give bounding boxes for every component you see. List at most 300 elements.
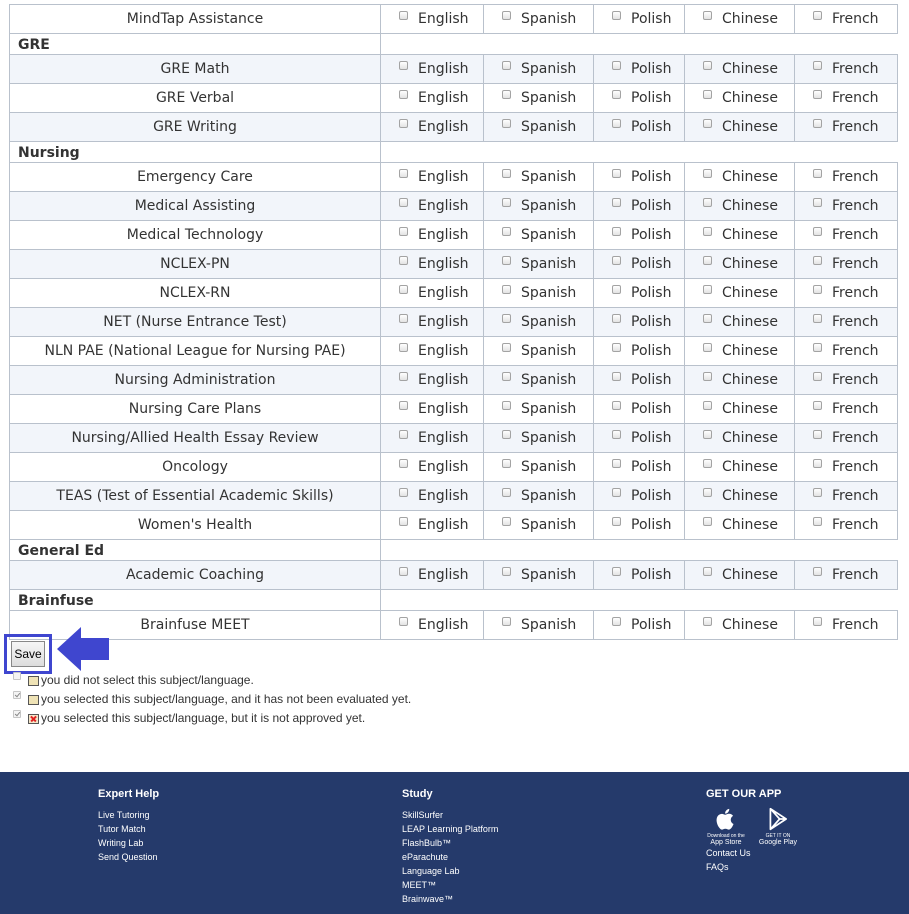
language-cell — [381, 163, 484, 192]
language-label: Chinese — [722, 227, 778, 243]
language-checkbox[interactable] — [612, 567, 621, 576]
language-checkbox[interactable] — [399, 119, 408, 128]
language-cell — [795, 5, 898, 34]
language-checkbox[interactable] — [399, 11, 408, 20]
language-label: Spanish — [521, 11, 577, 27]
language-label: Chinese — [722, 430, 778, 446]
language-label: Polish — [631, 11, 672, 27]
language-checkbox[interactable] — [612, 119, 621, 128]
subject-label: NLN PAE (National League for Nursing PAE) — [10, 337, 381, 366]
subject-row — [10, 611, 898, 640]
language-checkbox[interactable] — [502, 488, 511, 497]
language-cell — [795, 84, 898, 113]
subject-row — [10, 561, 898, 590]
language-checkbox[interactable] — [502, 11, 511, 20]
language-cell — [381, 308, 484, 337]
save-button[interactable]: Save — [11, 641, 45, 667]
subject-row — [10, 308, 898, 337]
language-cell — [685, 5, 795, 34]
subject-label: Nursing/Allied Health Essay Review — [10, 424, 381, 453]
language-checkbox[interactable] — [813, 567, 822, 576]
language-checkbox[interactable] — [502, 430, 511, 439]
language-label: Spanish — [521, 314, 577, 330]
language-checkbox[interactable] — [612, 617, 621, 626]
language-checkbox[interactable] — [502, 61, 511, 70]
language-label: English — [418, 198, 469, 214]
language-checkbox[interactable] — [502, 227, 511, 236]
language-label: Chinese — [722, 488, 778, 504]
language-checkbox[interactable] — [813, 227, 822, 236]
pending-swatch-icon — [28, 676, 39, 686]
category-spacer — [381, 540, 898, 561]
language-checkbox[interactable] — [399, 617, 408, 626]
language-label: Polish — [631, 343, 672, 359]
language-cell — [795, 308, 898, 337]
language-checkbox[interactable] — [399, 567, 408, 576]
subject-row — [10, 192, 898, 221]
footer-link[interactable]: Writing Lab — [98, 838, 144, 848]
language-cell — [795, 221, 898, 250]
language-label: English — [418, 459, 469, 475]
language-cell — [381, 482, 484, 511]
language-cell — [594, 561, 685, 590]
language-checkbox[interactable] — [703, 285, 712, 294]
subject-row — [10, 511, 898, 540]
language-label: French — [832, 459, 879, 475]
language-checkbox[interactable] — [703, 119, 712, 128]
language-cell — [594, 395, 685, 424]
legend-checkbox — [13, 710, 21, 718]
language-checkbox[interactable] — [813, 401, 822, 410]
language-label: English — [418, 343, 469, 359]
language-label: English — [418, 285, 469, 301]
subject-label: Nursing Administration — [10, 366, 381, 395]
language-label: Chinese — [722, 617, 778, 633]
language-cell — [594, 511, 685, 540]
language-checkbox[interactable] — [813, 285, 822, 294]
subject-label: Oncology — [10, 453, 381, 482]
footer-link[interactable]: SkillSurfer — [402, 810, 444, 820]
subject-row — [10, 424, 898, 453]
language-label: Chinese — [722, 198, 778, 214]
subject-row — [10, 163, 898, 192]
legend-item — [13, 708, 411, 727]
language-checkbox[interactable] — [703, 430, 712, 439]
language-checkbox[interactable] — [813, 198, 822, 207]
subject-label: Emergency Care — [10, 163, 381, 192]
language-checkbox[interactable] — [703, 459, 712, 468]
status-legend — [13, 670, 411, 727]
language-cell — [484, 395, 594, 424]
language-cell — [685, 611, 795, 640]
language-checkbox[interactable] — [399, 372, 408, 381]
language-checkbox[interactable] — [612, 459, 621, 468]
language-label: Chinese — [722, 61, 778, 77]
language-label: Chinese — [722, 90, 778, 106]
category-header — [10, 540, 898, 561]
language-label: French — [832, 169, 879, 185]
footer-heading: Study — [402, 788, 433, 800]
language-checkbox[interactable] — [612, 227, 621, 236]
language-checkbox[interactable] — [502, 198, 511, 207]
language-cell — [484, 511, 594, 540]
language-cell — [381, 113, 484, 142]
language-label: Chinese — [722, 119, 778, 135]
language-checkbox[interactable] — [502, 372, 511, 381]
language-label: Spanish — [521, 401, 577, 417]
language-checkbox[interactable] — [813, 119, 822, 128]
language-checkbox[interactable] — [813, 61, 822, 70]
subject-label: TEAS (Test of Essential Academic Skills) — [10, 482, 381, 511]
language-cell — [685, 221, 795, 250]
save-button-highlight — [4, 634, 52, 674]
language-cell — [594, 163, 685, 192]
subject-row — [10, 279, 898, 308]
footer-link[interactable]: Language Lab — [402, 866, 460, 876]
language-cell — [381, 424, 484, 453]
language-checkbox[interactable] — [502, 256, 511, 265]
app-badges — [706, 806, 798, 846]
language-checkbox[interactable] — [399, 488, 408, 497]
subject-label: GRE Writing — [10, 113, 381, 142]
language-checkbox[interactable] — [399, 401, 408, 410]
language-label: French — [832, 314, 879, 330]
language-checkbox[interactable] — [399, 198, 408, 207]
language-checkbox[interactable] — [502, 90, 511, 99]
subject-row — [10, 482, 898, 511]
language-label: French — [832, 343, 879, 359]
footer-link[interactable]: Brainwave™ — [402, 894, 454, 904]
language-cell — [484, 561, 594, 590]
language-label: Spanish — [521, 372, 577, 388]
language-label: Polish — [631, 488, 672, 504]
language-checkbox[interactable] — [813, 488, 822, 497]
footer-link[interactable]: eParachute — [402, 852, 449, 862]
language-checkbox[interactable] — [502, 617, 511, 626]
language-label: Spanish — [521, 90, 577, 106]
footer-link[interactable]: Live Tutoring — [98, 810, 150, 820]
language-cell — [381, 366, 484, 395]
language-cell — [594, 308, 685, 337]
language-checkbox[interactable] — [612, 343, 621, 352]
language-checkbox[interactable] — [703, 372, 712, 381]
language-checkbox[interactable] — [703, 343, 712, 352]
language-cell — [685, 561, 795, 590]
language-label: Polish — [631, 617, 672, 633]
language-label: English — [418, 169, 469, 185]
language-cell — [685, 250, 795, 279]
footer-link[interactable]: FlashBulb™ — [402, 838, 452, 848]
language-checkbox[interactable] — [813, 11, 822, 20]
language-checkbox[interactable] — [399, 314, 408, 323]
language-checkbox[interactable] — [612, 11, 621, 20]
language-cell — [685, 511, 795, 540]
language-checkbox[interactable] — [612, 285, 621, 294]
language-checkbox[interactable] — [502, 119, 511, 128]
language-checkbox[interactable] — [612, 401, 621, 410]
language-cell — [594, 279, 685, 308]
language-checkbox[interactable] — [813, 430, 822, 439]
language-cell — [594, 250, 685, 279]
language-checkbox[interactable] — [813, 256, 822, 265]
language-label: Polish — [631, 401, 672, 417]
legend-item — [13, 689, 411, 708]
language-checkbox[interactable] — [399, 343, 408, 352]
language-cell — [381, 611, 484, 640]
legend-text: you did not select this subject/language. — [41, 672, 254, 687]
language-checkbox[interactable] — [703, 227, 712, 236]
language-checkbox[interactable] — [813, 343, 822, 352]
language-label: French — [832, 119, 879, 135]
language-checkbox[interactable] — [813, 372, 822, 381]
language-checkbox[interactable] — [399, 256, 408, 265]
pending-swatch-icon — [28, 695, 39, 705]
subject-label: MindTap Assistance — [10, 5, 381, 34]
category-header — [10, 142, 898, 163]
language-checkbox[interactable] — [399, 61, 408, 70]
language-checkbox[interactable] — [399, 517, 408, 526]
language-checkbox[interactable] — [813, 517, 822, 526]
language-checkbox[interactable] — [399, 90, 408, 99]
language-cell — [484, 424, 594, 453]
language-label: Polish — [631, 372, 672, 388]
language-checkbox[interactable] — [612, 488, 621, 497]
language-cell — [795, 453, 898, 482]
language-cell — [594, 453, 685, 482]
language-checkbox[interactable] — [703, 517, 712, 526]
expert-help-links — [98, 808, 159, 864]
subject-row — [10, 113, 898, 142]
language-checkbox[interactable] — [502, 517, 511, 526]
footer-get-app — [706, 788, 798, 874]
language-checkbox[interactable] — [502, 401, 511, 410]
language-label: Chinese — [722, 169, 778, 185]
language-label: English — [418, 61, 469, 77]
subject-row — [10, 453, 898, 482]
language-checkbox[interactable] — [612, 61, 621, 70]
language-cell — [795, 424, 898, 453]
legend-checkbox — [13, 691, 21, 699]
language-checkbox[interactable] — [612, 314, 621, 323]
subject-row — [10, 337, 898, 366]
language-checkbox[interactable] — [813, 314, 822, 323]
language-cell — [484, 84, 594, 113]
language-label: Polish — [631, 227, 672, 243]
subject-label: Brainfuse MEET — [10, 611, 381, 640]
language-label: Spanish — [521, 567, 577, 583]
language-checkbox[interactable] — [703, 314, 712, 323]
language-checkbox[interactable] — [813, 169, 822, 178]
language-cell — [484, 163, 594, 192]
language-cell — [484, 55, 594, 84]
footer-link[interactable]: Send Question — [98, 852, 158, 862]
language-label: French — [832, 372, 879, 388]
language-label: Chinese — [722, 285, 778, 301]
language-cell — [795, 482, 898, 511]
category-label: General Ed — [10, 540, 381, 561]
language-checkbox[interactable] — [703, 198, 712, 207]
language-checkbox[interactable] — [703, 488, 712, 497]
language-label: English — [418, 430, 469, 446]
app-store-badge[interactable] — [706, 806, 746, 847]
language-label: Spanish — [521, 61, 577, 77]
language-cell — [381, 221, 484, 250]
subject-label: Medical Technology — [10, 221, 381, 250]
language-label: Polish — [631, 430, 672, 446]
language-checkbox[interactable] — [813, 617, 822, 626]
language-label: Spanish — [521, 285, 577, 301]
language-label: French — [832, 285, 879, 301]
category-label: GRE — [10, 34, 381, 55]
language-checkbox[interactable] — [612, 198, 621, 207]
language-label: English — [418, 567, 469, 583]
language-cell — [685, 113, 795, 142]
language-cell — [594, 611, 685, 640]
subject-label: Academic Coaching — [10, 561, 381, 590]
language-label: Spanish — [521, 430, 577, 446]
language-label: Polish — [631, 61, 672, 77]
language-cell — [795, 192, 898, 221]
language-cell — [594, 337, 685, 366]
language-label: Polish — [631, 459, 672, 475]
language-label: French — [832, 617, 879, 633]
legend-item — [13, 670, 411, 689]
language-checkbox[interactable] — [502, 459, 511, 468]
language-checkbox[interactable] — [399, 459, 408, 468]
language-label: Spanish — [521, 488, 577, 504]
language-checkbox[interactable] — [502, 343, 511, 352]
language-label: Chinese — [722, 372, 778, 388]
language-checkbox[interactable] — [813, 90, 822, 99]
subject-label: NET (Nurse Entrance Test) — [10, 308, 381, 337]
subject-label: Medical Assisting — [10, 192, 381, 221]
language-label: Polish — [631, 567, 672, 583]
language-cell — [594, 221, 685, 250]
language-checkbox[interactable] — [502, 169, 511, 178]
language-label: Polish — [631, 285, 672, 301]
language-cell — [795, 561, 898, 590]
language-label: Chinese — [722, 256, 778, 272]
language-cell — [381, 250, 484, 279]
study-links — [402, 808, 498, 906]
language-checkbox[interactable] — [703, 617, 712, 626]
language-checkbox[interactable] — [703, 401, 712, 410]
footer-link[interactable]: LEAP Learning Platform — [402, 824, 499, 834]
language-cell — [685, 337, 795, 366]
subject-row — [10, 55, 898, 84]
language-label: Spanish — [521, 198, 577, 214]
language-label: French — [832, 401, 879, 417]
subject-label: NCLEX-RN — [10, 279, 381, 308]
google-play-badge[interactable] — [758, 806, 798, 847]
language-cell — [795, 113, 898, 142]
language-checkbox[interactable] — [399, 169, 408, 178]
language-label: French — [832, 198, 879, 214]
language-cell — [484, 366, 594, 395]
language-label: French — [832, 517, 879, 533]
language-cell — [484, 308, 594, 337]
language-checkbox[interactable] — [703, 256, 712, 265]
language-cell — [381, 279, 484, 308]
language-checkbox[interactable] — [502, 567, 511, 576]
language-label: Polish — [631, 517, 672, 533]
language-cell — [685, 84, 795, 113]
language-cell — [795, 366, 898, 395]
language-checkbox[interactable] — [612, 90, 621, 99]
footer-link[interactable]: Tutor Match — [98, 824, 146, 834]
language-checkbox[interactable] — [612, 372, 621, 381]
language-label: English — [418, 314, 469, 330]
language-label: Spanish — [521, 617, 577, 633]
language-checkbox[interactable] — [612, 517, 621, 526]
language-cell — [594, 192, 685, 221]
language-label: Polish — [631, 198, 672, 214]
language-checkbox[interactable] — [399, 227, 408, 236]
language-cell — [381, 55, 484, 84]
language-cell — [594, 366, 685, 395]
language-checkbox[interactable] — [703, 567, 712, 576]
language-checkbox[interactable] — [813, 459, 822, 468]
language-cell — [594, 5, 685, 34]
app-store-line1: Download on the — [707, 833, 745, 839]
language-checkbox[interactable] — [703, 61, 712, 70]
language-cell — [381, 395, 484, 424]
language-label: English — [418, 256, 469, 272]
language-label: French — [832, 488, 879, 504]
language-label: English — [418, 11, 469, 27]
language-checkbox[interactable] — [703, 169, 712, 178]
language-label: Chinese — [722, 567, 778, 583]
language-label: Spanish — [521, 256, 577, 272]
footer-link[interactable]: Contact Us — [706, 848, 751, 858]
subject-label: GRE Verbal — [10, 84, 381, 113]
footer-link[interactable]: MEET™ — [402, 880, 437, 890]
language-label: English — [418, 119, 469, 135]
subject-label: GRE Math — [10, 55, 381, 84]
legend-checkbox — [13, 672, 21, 680]
language-cell — [381, 511, 484, 540]
language-checkbox[interactable] — [612, 430, 621, 439]
category-label: Brainfuse — [10, 590, 381, 611]
language-label: Chinese — [722, 459, 778, 475]
language-cell — [795, 163, 898, 192]
language-checkbox[interactable] — [612, 256, 621, 265]
footer-link[interactable]: FAQs — [706, 862, 729, 872]
language-checkbox[interactable] — [502, 314, 511, 323]
language-cell — [484, 250, 594, 279]
category-label: Nursing — [10, 142, 381, 163]
language-checkbox[interactable] — [612, 169, 621, 178]
language-checkbox[interactable] — [399, 285, 408, 294]
language-cell — [381, 84, 484, 113]
language-cell — [484, 192, 594, 221]
language-cell — [594, 482, 685, 511]
language-label: Polish — [631, 90, 672, 106]
subject-language-table — [9, 4, 898, 640]
language-checkbox[interactable] — [399, 430, 408, 439]
language-cell — [484, 113, 594, 142]
subject-row — [10, 5, 898, 34]
language-label: English — [418, 372, 469, 388]
language-checkbox[interactable] — [703, 11, 712, 20]
language-cell — [484, 611, 594, 640]
language-label: Polish — [631, 314, 672, 330]
language-checkbox[interactable] — [703, 90, 712, 99]
language-label: Spanish — [521, 169, 577, 185]
language-cell — [594, 55, 685, 84]
language-checkbox[interactable] — [502, 285, 511, 294]
language-cell — [685, 192, 795, 221]
